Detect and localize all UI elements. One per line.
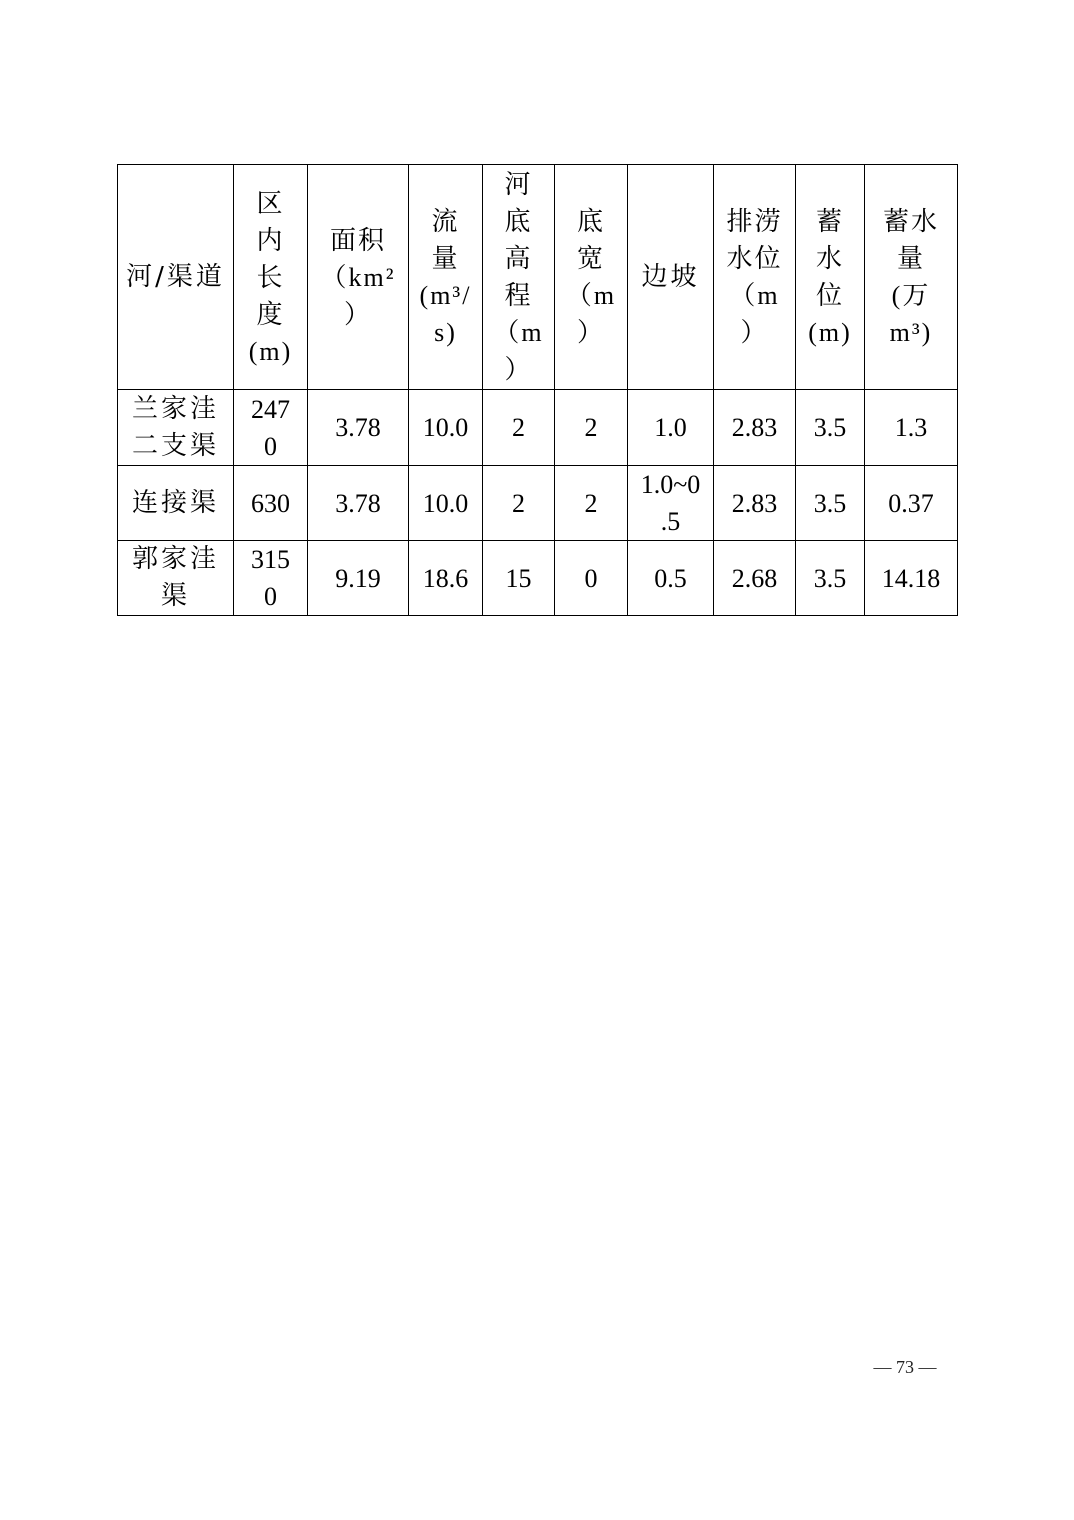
table-cell: 0.5 [628,541,714,616]
table-cell: 2 [483,466,555,541]
header-cell-storage-volume: 蓄水 量 (万 m³) [865,165,958,390]
channel-parameters-table [117,164,958,616]
table-cell: 2 [555,466,628,541]
table-cell: 3.5 [796,390,865,466]
table-cell: 2 [483,390,555,466]
table-cell: 0.37 [865,466,958,541]
header-cell-length: 区 内 长 度 (m) [234,165,308,390]
table-cell: 兰家洼 二支渠 [118,390,234,466]
table-cell: 2.68 [714,541,796,616]
table-cell: 15 [483,541,555,616]
header-cell-drainage-level: 排涝 水位 （m ） [714,165,796,390]
table-cell: 247 0 [234,390,308,466]
table-cell: 18.6 [409,541,483,616]
table-cell: 连接渠 [118,466,234,541]
table-cell: 0 [555,541,628,616]
table-cell: 10.0 [409,390,483,466]
header-cell-storage-level: 蓄 水 位 (m) [796,165,865,390]
table-cell: 630 [234,466,308,541]
table-cell: 郭家洼 渠 [118,541,234,616]
table-cell: 3.78 [308,390,409,466]
table-cell: 315 0 [234,541,308,616]
table-header-row [118,165,958,390]
header-cell-channel: 河/渠道 [118,165,234,390]
header-cell-flow: 流 量 (m³/ s) [409,165,483,390]
page-number: — 73 — [873,1357,937,1377]
table-cell: 3.5 [796,466,865,541]
table-cell: 3.78 [308,466,409,541]
header-cell-bed-elevation: 河 底 高 程 （m ） [483,165,555,390]
header-cell-area: 面积 （km² ） [308,165,409,390]
table-cell: 2.83 [714,466,796,541]
table-cell: 2 [555,390,628,466]
table-cell: 1.0 [628,390,714,466]
table-row [118,390,958,466]
table-cell: 3.5 [796,541,865,616]
table-cell: 1.3 [865,390,958,466]
table-cell: 2.83 [714,390,796,466]
table-cell: 14.18 [865,541,958,616]
table-row [118,541,958,616]
table-cell: 9.19 [308,541,409,616]
table-cell: 10.0 [409,466,483,541]
header-cell-slope: 边坡 [628,165,714,390]
table-row [118,466,958,541]
table-cell: 1.0~0 .5 [628,466,714,541]
header-cell-bottom-width: 底 宽 （m ） [555,165,628,390]
